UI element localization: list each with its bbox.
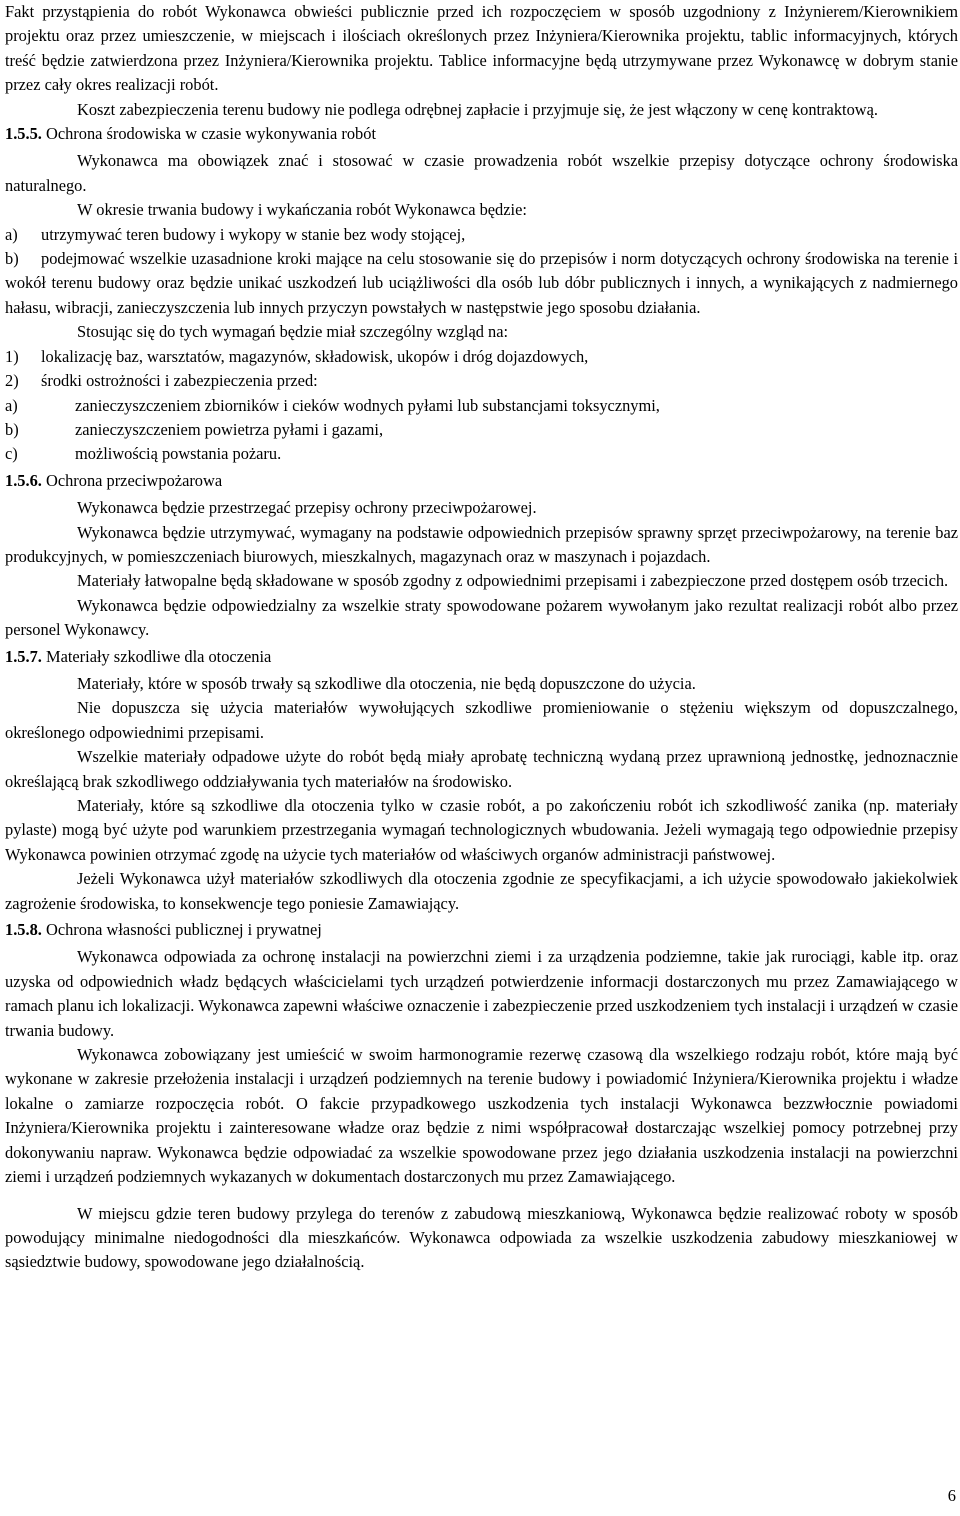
list-marker	[5, 394, 75, 418]
list-item	[5, 345, 958, 369]
list-item	[5, 223, 958, 247]
list-marker: 1)	[5, 346, 19, 366]
list-marker-text: c)	[5, 444, 18, 464]
paragraph: Wykonawca odpowiada za ochronę instalacji na powierzchni ziemi i za urządzenia podziemne, takie jak rurociągi, kable itp. oraz uzyska od odpowiednich władz będących właścicielami tych urządzeń potwierdzenie informacji dostarczonych mu przez Zamawiającego w ramach planu ich lokalizacji. Wykonawca zapewni właściwe oznaczenie i zabezpieczenie przed uszkodzeniem tych instalacji i urządzeń w czasie trwania budowy.	[5, 947, 958, 1040]
paragraph: Fakt przystąpienia do robót Wykonawca obwieści publicznie przed ich rozpoczęciem w sposób uzgodniony z Inżynierem/Kierownikiem projektu oraz przez umieszczenie, w miejscach i ilościach określonych przez Inżyniera/Kierownika projektu, tablic informacyjnych, których treść będzie zatwierdzona przez Inżyniera/Kierownika projektu. Tablice informacyjne będą utrzymywane przez Wykonawcę w dobrym stanie przez cały okres realizacji robót.	[5, 2, 958, 95]
document-page	[5, 0, 958, 1516]
section-number: 1.5.8.	[5, 920, 42, 940]
list-text: możliwością powstania pożaru.	[75, 444, 282, 464]
section-number: 1.5.5.	[5, 124, 42, 144]
section-heading	[5, 122, 958, 146]
paragraph: Stosując się do tych wymagań będzie miał szczególny wzgląd na:	[77, 322, 509, 342]
section-title: Ochrona własności publicznej i prywatnej	[46, 920, 322, 940]
list-item	[5, 442, 958, 466]
section-title: Materiały szkodliwe dla otoczenia	[46, 646, 272, 666]
section-heading	[5, 918, 958, 942]
page-number: 6	[947, 1486, 956, 1505]
list-marker: b)	[5, 249, 19, 269]
list-item	[5, 394, 958, 418]
list-marker-text: a)	[5, 395, 18, 415]
list-marker-text: b)	[5, 419, 19, 439]
paragraph: Koszt zabezpieczenia terenu budowy nie podlega odrębnej zapłacie i przyjmuje się, że jest włączony w cenę kontraktową.	[77, 99, 878, 119]
list-text: zanieczyszczeniem zbiorników i cieków wodnych pyłami lub substancjami toksycznymi,	[75, 395, 660, 415]
section-number: 1.5.7.	[5, 646, 42, 666]
paragraph: Wykonawca ma obowiązek znać i stosować w czasie prowadzenia robót wszelkie przepisy dotyczące ochrony środowiska naturalnego.	[5, 151, 958, 195]
list-text: podejmować wszelkie uzasadnione kroki mające na celu stosowanie się do przepisów i norm dotyczących ochrony środowiska na terenie i wokół terenu budowy oraz będzie unikać uszkodzeń lub uciążliwości dla osób lub dóbr publicznych i innych, a wynikających z nadmiernego hałasu, wibracji, zanieczyszczenia lub innych przyczyn powstałych w następstwie jego sposobu działania.	[5, 249, 958, 317]
paragraph: Jeżeli Wykonawca użył materiałów szkodliwych dla otoczenia zgodnie ze specyfikacjami, a ich użycie spowodowało jakiekolwiek zagrożenie środowiska, to konsekwencje tego poniesie Zamawiający.	[5, 869, 958, 913]
paragraph: Wykonawca zobowiązany jest umieścić w swoim harmonogramie rezerwę czasową dla wszelkiego rodzaju robót, które mają być wykonane w zakresie przełożenia instalacji i urządzeń podziemnych na terenie budowy i powiadomić Inżyniera/Kierownika projektu i władze lokalne o zamiarze rozpoczęcia robót. O fakcie przypadkowego uszkodzenia tych instalacji Wykonawca bezzwłocznie powiadomi Inżyniera/Kierownika projektu i zainteresowane władze oraz będzie z nimi współpracował dostarczając wszelkiej pomocy potrzebnej przy dokonywaniu napraw. Wykonawca będzie odpowiadać za wszelkie spowodowane przez jego działania uszkodzenia instalacji na powierzchni ziemi i urządzeń podziemnych wykazanych w dokumentach dostarczonych mu przez Zamawiającego.	[5, 1045, 958, 1187]
list-text: utrzymywać teren budowy i wykopy w stanie bez wody stojącej,	[41, 224, 466, 244]
paragraph: Wszelkie materiały odpadowe użyte do robót będą miały aprobatę techniczną wydaną przez uprawnioną jednostkę, jednoznacznie określającą brak szkodliwego oddziaływania tych materiałów na środowisko.	[5, 747, 958, 791]
paragraph: Materiały łatwopalne będą składowane w sposób zgodny z odpowiednimi przepisami i zabezpieczone przed dostępem osób trzecich.	[77, 571, 949, 591]
paragraph: W miejscu gdzie teren budowy przylega do terenów z zabudową mieszkaniową, Wykonawca będzie realizować roboty w sposób powodujący minimalne niedogodności dla mieszkańców. Wykonawca odpowiada za wszelkie uszkodzenia zabudowy mieszkaniowej w sąsiedztwie budowy, spowodowane jego działalnością.	[5, 1203, 958, 1272]
paragraph: Wykonawca będzie przestrzegać przepisy ochrony przeciwpożarowej.	[77, 498, 537, 518]
paragraph: Materiały, które są szkodliwe dla otoczenia tylko w czasie robót, a po zakończeniu robót ich szkodliwość zanika (np. materiały pylaste) mogą być użyte pod warunkiem przestrzegania wymagań technologicznych wbudowania. Jeżeli wymagają tego odpowiednie przepisy Wykonawca powinien otrzymać zgodę na użycie tych materiałów od właściwych organów administracji państwowej.	[5, 796, 958, 864]
section-title: Ochrona przeciwpożarowa	[46, 470, 223, 490]
list-text: zanieczyszczeniem powietrza pyłami i gazami,	[75, 419, 384, 439]
list-text: lokalizację baz, warsztatów, magazynów, składowisk, ukopów i dróg dojazdowych,	[41, 346, 589, 366]
section-number: 1.5.6.	[5, 470, 42, 490]
list-marker	[5, 442, 75, 466]
list-marker: 2)	[5, 371, 19, 391]
section-heading	[5, 469, 958, 493]
list-marker	[5, 418, 75, 442]
paragraph: Materiały, które w sposób trwały są szkodliwe dla otoczenia, nie będą dopuszczone do użycia.	[77, 673, 696, 693]
list-item	[5, 247, 958, 320]
list-text: środki ostrożności i zabezpieczenia przed:	[41, 371, 318, 391]
paragraph: Wykonawca będzie odpowiedzialny za wszelkie straty spowodowane pożarem wywołanym jako rezultat realizacji robót albo przez personel Wykonawcy.	[5, 595, 958, 640]
section-title: Ochrona środowiska w czasie wykonywania robót	[46, 124, 376, 144]
list-marker: a)	[5, 224, 18, 244]
paragraph: W okresie trwania budowy i wykańczania robót Wykonawca będzie:	[77, 200, 527, 220]
list-item	[5, 369, 958, 393]
list-item	[5, 418, 958, 442]
paragraph: Wykonawca będzie utrzymywać, wymagany na podstawie odpowiednich przepisów sprawny sprzęt przeciwpożarowy, na terenie baz produkcyjnych, w pomieszczeniach biurowych, mieszkalnych, magazynach oraz w maszynach i pojazdach.	[5, 522, 958, 566]
section-heading	[5, 645, 958, 669]
paragraph: Nie dopuszcza się użycia materiałów wywołujących szkodliwe promieniowanie o stężeniu większym od dopuszczalnego, określonego odpowiednimi przepisami.	[5, 698, 958, 742]
